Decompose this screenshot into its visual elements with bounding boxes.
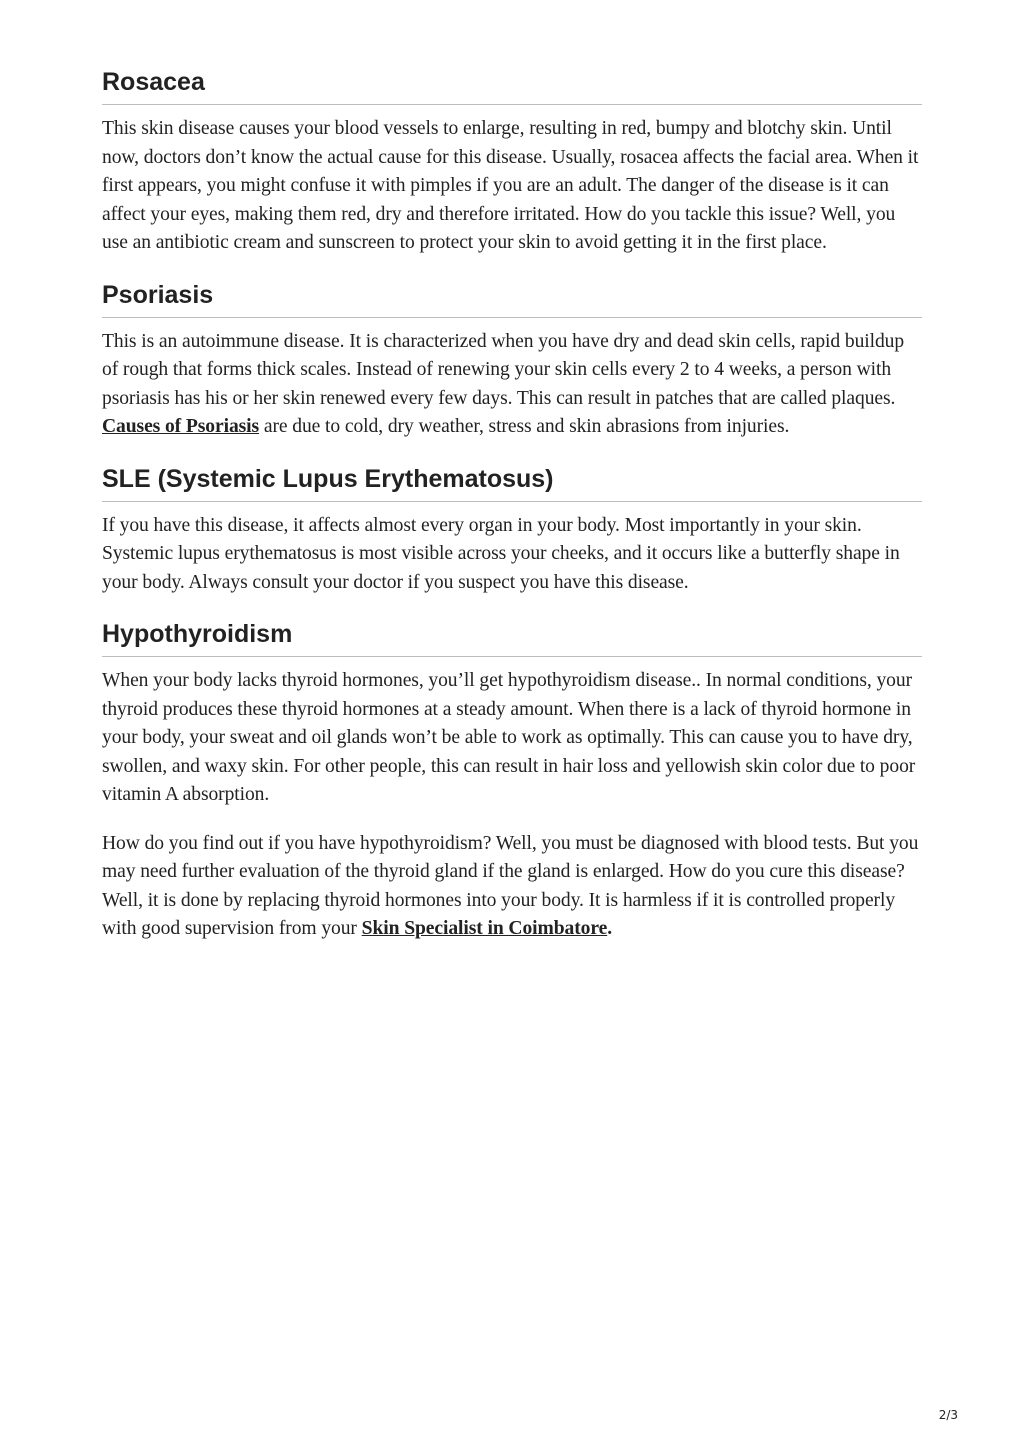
paragraph-hypothyroidism-2-text-2: .	[607, 918, 612, 939]
paragraph-hypothyroidism-2	[102, 830, 922, 944]
heading-sle: SLE (Systemic Lupus Erythematosus)	[102, 463, 922, 502]
paragraph-psoriasis	[102, 328, 922, 442]
paragraph-sle: If you have this disease, it affects almost every organ in your body. Most importantly in your skin. Systemic lupus erythematosus is most visible across your cheeks, and it occurs like a butterfly shape in your body. Always consult your doctor if you suspect you have this disease.	[102, 514, 900, 593]
section-sle	[102, 463, 922, 598]
section-hypothyroidism	[102, 618, 922, 944]
causes-of-psoriasis-link[interactable]: Causes of Psoriasis	[102, 416, 260, 437]
skin-specialist-link[interactable]: Skin Specialist in Coimbatore	[361, 918, 608, 939]
paragraph-hypothyroidism-1: When your body lacks thyroid hormones, you’ll get hypothyroidism disease.. In normal conditions, your thyroid produces these thyroid hormones at a steady amount. When there is a lack of thyroid hormone in your body, your sweat and oil glands won’t be able to work as optimally. This can cause you to have dry, swollen, and waxy skin. For other people, this can result in hair loss and yellowish skin color due to poor vitamin A absorption.	[102, 670, 916, 805]
paragraph-hypothyroidism-2-text-1: How do you find out if you have hypothyroidism? Well, you must be diagnosed with blood tests. But you may need further evaluation of the thyroid gland if the gland is enlarged. How do you cure this disease? Well, it is done by replacing thyroid hormones into your body. It is harmless if it is controlled properly with good supervision from your	[102, 832, 919, 939]
heading-psoriasis: Psoriasis	[102, 279, 922, 318]
paragraph-rosacea: This skin disease causes your blood vessels to enlarge, resulting in red, bumpy and blotchy skin. Until now, doctors don’t know the actual cause for this disease. Usually, rosacea affects the facial area. When it first appears, you might confuse it with pimples if you are an adult. The danger of the disease is it can affect your eyes, making them red, dry and therefore irritated. How do you tackle this issue? Well, you use an antibiotic cream and sunscreen to protect your skin to avoid getting it in the first place.	[102, 118, 919, 253]
paragraph-psoriasis-text-1: This is an autoimmune disease. It is characterized when you have dry and dead skin cells, rapid buildup of rough that forms thick scales. Instead of renewing your skin cells every 2 to 4 weeks, a person with psoriasis has his or her skin renewed every few days. This can result in patches that are called plaques.	[102, 330, 905, 409]
heading-rosacea: Rosacea	[102, 66, 922, 105]
section-rosacea	[102, 66, 922, 258]
page-number: 2/3	[938, 1408, 958, 1422]
document-page	[102, 66, 922, 944]
heading-hypothyroidism: Hypothyroidism	[102, 618, 922, 657]
section-psoriasis	[102, 279, 922, 442]
paragraph-psoriasis-text-2: are due to cold, dry weather, stress and skin abrasions from injuries.	[259, 416, 790, 437]
